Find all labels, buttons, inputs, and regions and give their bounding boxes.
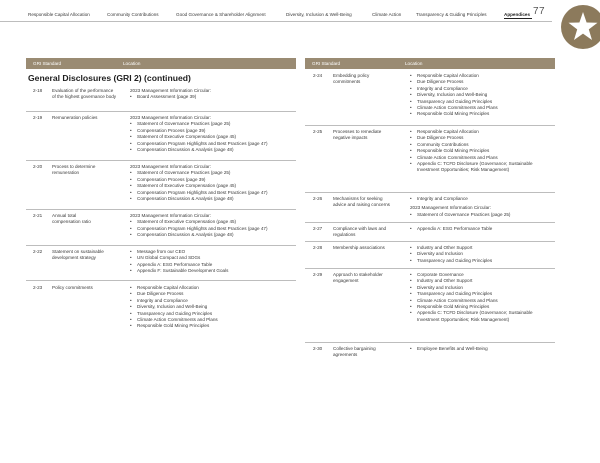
row-standard-name: Remuneration policies bbox=[52, 115, 98, 120]
location-item: • UN Global Compact and SDGs bbox=[130, 255, 298, 261]
location-intro: 2023 Management Information Circular: bbox=[410, 205, 491, 211]
section-title: General Disclosures (GRI 2) (continued) bbox=[28, 73, 191, 83]
row-location bbox=[410, 272, 555, 323]
location-item: • Message from our CEO bbox=[130, 249, 298, 255]
location-intro: 2023 Management Information Circular: bbox=[130, 115, 211, 120]
row-divider bbox=[26, 160, 296, 161]
row-standard-name: Membership associations bbox=[333, 245, 385, 250]
top-navigation bbox=[0, 0, 600, 26]
location-item: • Statement of Governance Practices (page 25) bbox=[130, 121, 298, 127]
location-item: • Climate Action Commitments and Plans bbox=[410, 155, 555, 161]
right-header-standard: GRI Standard bbox=[312, 61, 341, 67]
left-header-standard: GRI Standard bbox=[33, 61, 62, 67]
active-tab-underline bbox=[504, 18, 532, 19]
location-item: • Responsible Capital Allocation bbox=[410, 129, 555, 135]
row-location bbox=[130, 164, 298, 202]
page-number: 77 bbox=[533, 6, 546, 17]
row-standard-name: Approach to stakeholder engagement bbox=[333, 272, 383, 284]
row-divider bbox=[305, 268, 555, 269]
row-location bbox=[130, 285, 298, 330]
location-item: • Responsible Gold Mining Principles bbox=[130, 323, 298, 329]
location-item: • Transparency and Guiding Principles bbox=[130, 311, 298, 317]
row-standard-name: Evaluation of the performance of the highest governance body bbox=[52, 88, 117, 100]
location-item: • Compensation Discussion & Analysis (page 48) bbox=[130, 147, 298, 153]
location-item: • Employee Benefits and Well-Being bbox=[410, 346, 555, 352]
location-item: • Responsible Gold Mining Principles bbox=[410, 111, 555, 117]
location-item: • Transparency and Guiding Principles bbox=[410, 258, 555, 264]
row-standard-name: Annual total compensation ratio bbox=[52, 213, 91, 225]
location-item: • Compensation Program Highlights and Best Practices (page 47) bbox=[130, 226, 298, 232]
location-item: • Board Assessment (page 39) bbox=[130, 94, 298, 100]
row-divider bbox=[26, 245, 296, 246]
location-item: • Industry and Other Support bbox=[410, 245, 555, 251]
nav-appendices[interactable]: Appendices bbox=[504, 12, 531, 17]
row-divider bbox=[26, 111, 296, 112]
location-item: • Compensation Program Highlights and Best Practices (page 47) bbox=[130, 190, 298, 196]
row-code: 2-27 bbox=[313, 226, 323, 231]
location-item: • Due Diligence Process bbox=[130, 291, 298, 297]
nav-good-governance[interactable]: Good Governance & Shareholder Alignment bbox=[176, 12, 266, 17]
location-item: • Climate Action Commitments and Plans bbox=[410, 298, 555, 304]
row-location bbox=[410, 196, 555, 218]
location-item: • Integrity and Compliance bbox=[410, 86, 555, 92]
location-item: • Transparency and Guiding Principles bbox=[410, 99, 555, 105]
location-item: • Compensation Program Highlights and Best Practices (page 47) bbox=[130, 141, 298, 147]
row-location bbox=[410, 226, 555, 232]
location-item: • Appendix C: TCFD Disclosure (Governance; Sustainable Investment Opportunities; Risk Management) bbox=[410, 161, 555, 174]
location-item: • Diversity and Inclusion bbox=[410, 251, 555, 257]
row-code: 2-21 bbox=[33, 213, 43, 218]
row-location bbox=[410, 129, 555, 174]
row-standard-name: Statement on sustainable development strategy bbox=[52, 249, 104, 261]
row-divider bbox=[305, 125, 555, 126]
right-header-location: Location bbox=[405, 61, 423, 67]
location-item: • Diversity, Inclusion and Well-Being bbox=[130, 304, 298, 310]
location-item: • Appendix F: Sustainable Development Goals bbox=[130, 268, 298, 274]
location-intro: 2023 Management Information Circular: bbox=[130, 164, 211, 169]
row-divider bbox=[26, 209, 296, 210]
row-code: 2-26 bbox=[313, 196, 323, 201]
row-divider bbox=[305, 241, 555, 242]
row-standard-name: Embedding policy commitments bbox=[333, 73, 370, 85]
row-code: 2-22 bbox=[33, 249, 43, 254]
location-item: • Integrity and Compliance bbox=[410, 196, 555, 202]
row-code: 2-23 bbox=[33, 285, 43, 290]
location-item: • Statement of Governance Practices (page 25) bbox=[130, 170, 298, 176]
left-table-header bbox=[26, 58, 296, 69]
row-standard-name: Mechanisms for seeking advice and raising concerns bbox=[333, 196, 390, 208]
nav-diversity-inclusion[interactable]: Diversity, Inclusion & Well-Being bbox=[286, 12, 352, 17]
location-item: • Statement of Executive Compensation (page 45) bbox=[130, 183, 298, 189]
row-divider bbox=[305, 342, 555, 343]
row-code: 2-29 bbox=[313, 272, 323, 277]
location-item: • Compensation Process (page 39) bbox=[130, 177, 298, 183]
row-code: 2-20 bbox=[33, 164, 43, 169]
location-item: • Responsible Gold Mining Principles bbox=[410, 304, 555, 310]
location-item: • Statement of Governance Practices (page 25) bbox=[410, 212, 555, 218]
row-standard-name: Policy commitments bbox=[52, 285, 93, 290]
row-code: 2-24 bbox=[313, 73, 323, 78]
location-item: • Integrity and Compliance bbox=[130, 298, 298, 304]
row-divider bbox=[305, 192, 555, 193]
nav-transparency[interactable]: Transparency & Guiding Principles bbox=[416, 12, 487, 17]
location-item: • Responsible Capital Allocation bbox=[130, 285, 298, 291]
nav-responsible-capital-allocation[interactable]: Responsible Capital Allocation bbox=[28, 12, 90, 17]
location-item: • Climate Action Commitments and Plans bbox=[410, 105, 555, 111]
row-location bbox=[130, 213, 298, 239]
nav-divider bbox=[0, 21, 552, 22]
location-item: • Due Diligence Process bbox=[410, 79, 555, 85]
row-code: 2-28 bbox=[313, 245, 323, 250]
location-item: • Compensation Discussion & Analysis (page 48) bbox=[130, 232, 298, 238]
row-location bbox=[130, 249, 298, 275]
location-item: • Community Contributions bbox=[410, 142, 555, 148]
location-item: • Appendix A: ESG Performance Table bbox=[130, 262, 298, 268]
row-code: 2-30 bbox=[313, 346, 323, 351]
location-item: • Due Diligence Process bbox=[410, 135, 555, 141]
left-header-location: Location bbox=[123, 61, 141, 67]
location-item: • Appendix C: TCFD Disclosure (Governance; Sustainable Investment Opportunities; Risk Management) bbox=[410, 310, 555, 323]
location-item: • Statement of Executive Compensation (page 45) bbox=[130, 219, 298, 225]
row-standard-name: Processes to remediate negative impacts bbox=[333, 129, 382, 141]
location-item: • Statement of Executive Compensation (page 45) bbox=[130, 134, 298, 140]
row-location bbox=[130, 115, 298, 153]
row-location bbox=[410, 346, 555, 352]
location-item: • Responsible Capital Allocation bbox=[410, 73, 555, 79]
star-logo-icon bbox=[560, 4, 600, 50]
location-intro: 2023 Management Information Circular: bbox=[130, 213, 211, 218]
nav-community-contributions[interactable]: Community Contributions bbox=[107, 12, 159, 17]
nav-climate-action[interactable]: Climate Action bbox=[372, 12, 402, 17]
row-location bbox=[130, 88, 298, 101]
row-standard-name: Collective bargaining agreements bbox=[333, 346, 376, 358]
location-intro: 2023 Management Information Circular: bbox=[130, 88, 211, 93]
row-divider bbox=[26, 280, 296, 281]
row-code: 2-25 bbox=[313, 129, 323, 134]
row-code: 2-19 bbox=[33, 115, 43, 120]
location-item: • Diversity, Inclusion and Well-Being bbox=[410, 92, 555, 98]
row-standard-name: Process to determine remuneration bbox=[52, 164, 96, 176]
location-item: • Climate Action Commitments and Plans bbox=[130, 317, 298, 323]
location-item: • Appendix A: ESG Performance Table bbox=[410, 226, 555, 232]
location-item: • Compensation Discussion & Analysis (page 48) bbox=[130, 196, 298, 202]
location-item: • Corporate Governance bbox=[410, 272, 555, 278]
row-location bbox=[410, 245, 555, 264]
row-standard-name: Compliance with laws and regulations bbox=[333, 226, 387, 238]
location-item: • Compensation Process (page 39) bbox=[130, 128, 298, 134]
right-table-header bbox=[305, 58, 555, 69]
location-item: • Responsible Gold Mining Principles bbox=[410, 148, 555, 154]
row-code: 2-18 bbox=[33, 88, 43, 93]
row-divider bbox=[305, 222, 555, 223]
location-item: • Industry and Other Support bbox=[410, 278, 555, 284]
row-location bbox=[410, 73, 555, 118]
location-item: • Transparency and Guiding Principles bbox=[410, 291, 555, 297]
location-item: • Diversity and Inclusion bbox=[410, 285, 555, 291]
